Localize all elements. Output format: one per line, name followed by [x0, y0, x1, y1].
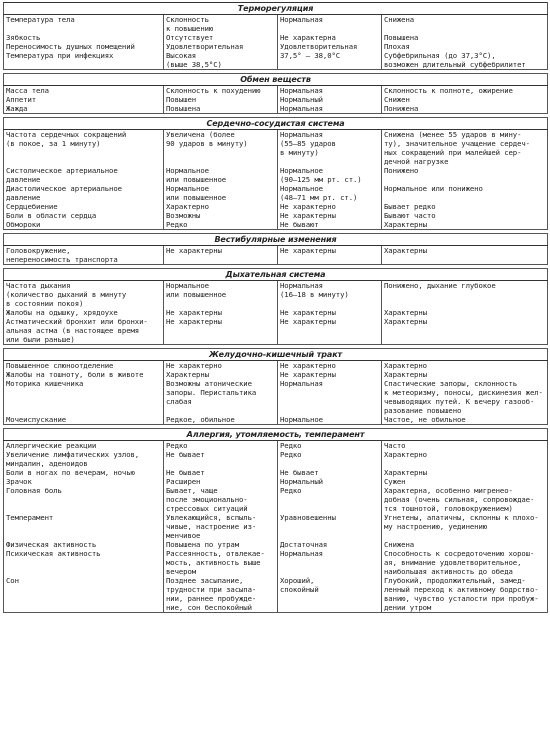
normal-cell: Не характерны [278, 246, 382, 265]
section-title: Терморегуляция [4, 3, 548, 15]
table-row [4, 361, 548, 425]
normal-cell: Редко Редко Не бывает Нормальный Редко Уравновешенны Достаточная Нормальная Хороший, спокойный [278, 441, 382, 613]
section-title: Вестибулярные изменения [4, 234, 548, 246]
type-a-cell: Нормальное или повышенное Не характерны Не характерны [164, 281, 278, 345]
table-row [4, 15, 548, 70]
indicator-cell: Головокружение, непереносимость транспорта [4, 246, 164, 265]
indicator-cell: Аллергические реакции Увеличение лимфатических узлов, миндалин, аденоидов Боли в ногах по вечерам, ночью Зрачок Головная боль Темперамент Физическая активность Психическая активность Сон [4, 441, 164, 613]
type-a-cell: Склонность к повышению Отсутствует Удовлетворительная Высокая (выше 38,5°С) [164, 15, 278, 70]
type-a-cell: Редко Не бывает Не бывает Расширен Бывает, чаще после эмоционально- стрессовых ситуаций Увлекающийся, вспыль- чивые, настроение из- менчивое Повышена по утрам Рассеянность, отвлекае- мость, активность выше вечером Позднее засыпание, трудности при засыпа- нии, раннее пробужде- ние, сон беспокойный [164, 441, 278, 613]
table-row [4, 86, 548, 114]
indicator-cell: Температура тела Зябкость Переносимость душных помещений Температура при инфекциях [4, 15, 164, 70]
normal-cell: Нормальная Нормальный Нормальная [278, 86, 382, 114]
section-header [4, 234, 548, 246]
type-b-cell: Характерно Характерны Спастические запоры, склонность к метеоризму, поносы, дискинезия жел- чевыводящих путей. К вечеру газооб- разование повышено Частое, не обильное [382, 361, 548, 425]
type-b-cell: Понижено, дыхание глубокое Характерны Характерны [382, 281, 548, 345]
table-row [4, 130, 548, 230]
section-header [4, 3, 548, 15]
type-b-cell: Снижена (менее 55 ударов в мину- ту), значительное учащение сердеч- ных сокращений при малейшей сер- дечной нагрузке Понижено Нормальное или понижено Бывает редко Бывают часто Характерны [382, 130, 548, 230]
indicator-cell: Масса тела Аппетит Жажда [4, 86, 164, 114]
table-row [4, 281, 548, 345]
normal-cell: Нормальная (16–18 в минуту) Не характерны Не характерны [278, 281, 382, 345]
symptom-table [3, 2, 548, 613]
section-header [4, 118, 548, 130]
section-title: Желудочно-кишечный тракт [4, 349, 548, 361]
type-a-cell: Не характерно Характерны Возможны атонические запоры. Перистальтика слабая Редкое, обильное [164, 361, 278, 425]
section-header [4, 429, 548, 441]
type-b-cell: Склонность к полноте, ожирение Снижен Понижена [382, 86, 548, 114]
symptom-table-body [4, 3, 548, 613]
normal-cell: Нормальная Не характерна Удовлетворительная 37,5° – 38,0°С [278, 15, 382, 70]
section-header [4, 269, 548, 281]
type-b-cell: Снижена Повышена Плохая Субфебрильная (до 37,3°С), возможен длительный субфебрилитет [382, 15, 548, 70]
section-title: Аллергия, утомляемость, темперамент [4, 429, 548, 441]
section-title: Сердечно-сосудистая система [4, 118, 548, 130]
type-b-cell: Характерны [382, 246, 548, 265]
indicator-cell: Частота сердечных сокращений (в покое, за 1 минуту) Систолическое артериальное давление Диастолическое артериальное давление Сердцебиение Боли в области сердца Обмороки [4, 130, 164, 230]
normal-cell: Нормальная (55–85 ударов в минуту) Нормальное (90–125 мм рт. ст.) Нормальное (48–71 мм рт. ст.) Не характерно Не характерны Не бывают [278, 130, 382, 230]
type-a-cell: Не характерны [164, 246, 278, 265]
section-header [4, 349, 548, 361]
type-a-cell: Склонность к похудению Повышен Повышена [164, 86, 278, 114]
table-row [4, 246, 548, 265]
section-title: Обмен веществ [4, 74, 548, 86]
type-a-cell: Увеличена (более 90 ударов в минуту) Нормальное или повышенное Нормальное или повышенное Характерно Возможны Редко [164, 130, 278, 230]
indicator-cell: Повышенное слюноотделение Жалобы на тошноту, боли в животе Моторика кишечника Мочеиспускание [4, 361, 164, 425]
section-header [4, 74, 548, 86]
indicator-cell: Частота дыхания (количество дыханий в минуту в состоянии покоя) Жалобы на одышку, хрядоухе Астматический бронхит или бронхи- альная астма (в настоящее время или были раньше) [4, 281, 164, 345]
normal-cell: Не характерно Не характерны Нормальная Нормальное [278, 361, 382, 425]
section-title: Дыхательная система [4, 269, 548, 281]
type-b-cell: Часто Характерно Характерны Сужен Характерна, особенно мигренео- добная (очень сильная, сопровождае- тся тошнотой, головокружением) Угнетены, апатичны, склонны к плохо- му настроению, уединению Снижена Способность к сосредоточению хорош- ая, внимание удовлетворительное, наибольшая активность до обеда Глубокий, продолжительный, замед- ленный переход к активному бодрство- ванию, чувство усталости при пробуж- дении утром [382, 441, 548, 613]
table-row [4, 441, 548, 613]
